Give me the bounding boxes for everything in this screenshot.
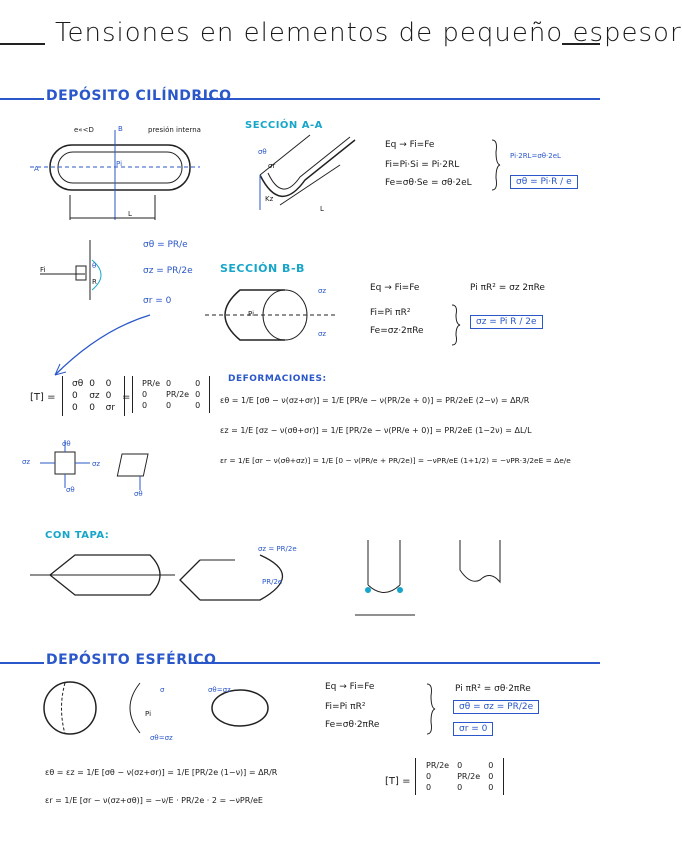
- bb-label-0: σz: [318, 287, 327, 295]
- matrix-equals: =: [122, 392, 131, 403]
- label-e-thin: e«<D: [74, 126, 94, 134]
- sm-20: 0: [426, 783, 432, 792]
- bb-eq-2: Fe=σz·2πRe: [370, 326, 424, 336]
- bb-eq-0: Eq → Fi=Fe: [370, 283, 420, 293]
- section-aa-title: SECCIÓN A-A: [245, 120, 323, 131]
- deformation-eq-2: εr = 1/E [σr − ν(σθ+σz)] = 1/E [0 − ν(PR/e + PR/2e)] = −νPR/eE (1+1/2) = −νPR·3/2eE = Δe/e: [220, 456, 571, 465]
- aa-eq-1: Fi=Pi·Si = Pi·2RL: [385, 160, 460, 170]
- sphere-label-1: Pi: [145, 710, 152, 718]
- m-a-02: 0: [105, 379, 112, 389]
- aa-side-note: Pi·2RL=σθ·2eL: [510, 152, 561, 160]
- sphere-label-0: σ: [160, 686, 165, 694]
- element-label-fi: Fi: [40, 266, 46, 274]
- m-b-00: PR/e: [142, 379, 160, 388]
- label-pressure: presión interna: [148, 126, 201, 134]
- element-label-r: R: [92, 278, 97, 286]
- cap-label-0: σz = PR/2e: [258, 545, 297, 553]
- bb-brace: [450, 305, 460, 345]
- sphere-label-2: σθ=σz: [150, 734, 173, 742]
- aa-label-5: L: [320, 205, 324, 213]
- sphere-eq-2: Fe=σθ·2πRe: [325, 720, 380, 730]
- m-a-10: 0: [72, 391, 78, 401]
- matrix-a: [62, 376, 125, 416]
- aa-brace: [490, 140, 500, 190]
- matrix-lhs: [T] =: [30, 392, 56, 403]
- m-b-01: 0: [166, 379, 172, 388]
- elem-label-4: σθ: [134, 490, 143, 498]
- aa-label-0: σθ: [258, 148, 267, 156]
- cap-diagrams: [30, 540, 590, 630]
- cylinder-diagram: [30, 120, 200, 230]
- bb-label-2: σz: [318, 330, 327, 338]
- label-b: B: [118, 125, 123, 133]
- sm-01: 0: [457, 761, 463, 770]
- sphere-result-2: σr = 0: [453, 722, 493, 736]
- sm-11: PR/2e: [457, 772, 481, 781]
- deformation-eq-0: εθ = 1/E [σθ − ν(σz+σr)] = 1/E [PR/e − ν(PR/2e + 0)] = PR/2eE (2−ν) = ΔR/R: [220, 396, 530, 405]
- cap-label-1: PR/2e: [262, 578, 283, 586]
- label-pi: Pi: [116, 160, 123, 168]
- m-a-11: σz: [89, 391, 100, 401]
- sm-22: 0: [488, 783, 494, 792]
- m-a-01: 0: [89, 379, 95, 389]
- section-header-sphere: DEPÓSITO ESFÉRICO: [46, 652, 217, 668]
- m-b-02: 0: [195, 379, 201, 388]
- element-stress-1: σz = PR/2e: [143, 266, 193, 276]
- section-header-cylinder: DEPÓSITO CILÍNDRICO: [46, 88, 232, 104]
- title-dashes: [0, 0, 600, 60]
- sphere-matrix: [415, 758, 504, 795]
- elem-label-2: σz: [92, 460, 101, 468]
- deformations-title: DEFORMACIONES:: [228, 374, 327, 384]
- matrix-b: [132, 376, 210, 413]
- sm-02: 0: [488, 761, 494, 770]
- sm-12: 0: [488, 772, 494, 781]
- label-a: A: [34, 165, 39, 173]
- m-b-11: PR/2e: [166, 390, 190, 399]
- m-b-22: 0: [195, 401, 201, 410]
- elem-label-1: σθ: [62, 440, 71, 448]
- element-stress-0: σθ = PR/e: [143, 240, 188, 250]
- m-a-00: σθ: [72, 379, 84, 389]
- section-aa-diagram: [250, 135, 370, 225]
- aa-label-1: σr: [268, 162, 276, 170]
- with-cap-title: CON TAPA:: [45, 530, 110, 541]
- m-b-12: 0: [195, 390, 201, 399]
- deformation-eq-1: εz = 1/E [σz − ν(σθ+σr)] = 1/E [PR/2e − ν(PR/e + 0)] = PR/2eE (1−2ν) = ΔL/L: [220, 426, 532, 435]
- element-cube-diagram: [30, 440, 180, 500]
- aa-label-4: Kz: [265, 195, 274, 203]
- sm-21: 0: [457, 783, 463, 792]
- sphere-strain-2: εr = 1/E [σr − ν(σz+σθ)] = −ν/E · PR/2e · 2 = −νPR/eE: [45, 796, 263, 805]
- bb-eq-1: Fi=Pi πR²: [370, 308, 411, 318]
- m-a-12: 0: [105, 391, 112, 401]
- element-stress-2: σr = 0: [143, 296, 172, 306]
- page-title: Tensiones en elementos de pequeño espesor: [55, 18, 682, 48]
- aa-eq-2: Fe=σθ·Se = σθ·2eL: [385, 178, 472, 188]
- m-b-21: 0: [166, 401, 172, 410]
- sphere-brace: [425, 684, 435, 734]
- m-a-22: σr: [105, 403, 116, 413]
- bb-side-note: Pi πR² = σz 2πRe: [470, 283, 545, 293]
- sphere-matrix-lhs: [T] =: [385, 776, 411, 787]
- elem-label-3: σθ: [66, 486, 75, 494]
- sphere-eq-1: Fi=Pi πR²: [325, 702, 366, 712]
- aa-eq-0: Eq → Fi=Fe: [385, 140, 435, 150]
- m-b-10: 0: [142, 390, 148, 399]
- sphere-strain-1: εθ = εz = 1/E [σθ − ν(σz+σr)] = 1/E [PR/2e (1−ν)] = ΔR/R: [45, 768, 278, 777]
- aa-result: σθ = Pi·R / e: [510, 175, 578, 189]
- bb-result: σz = Pi R / 2e: [470, 315, 543, 329]
- sphere-eq-0: Eq → Fi=Fe: [325, 682, 375, 692]
- bb-label-1: Pi: [248, 310, 255, 318]
- sm-10: 0: [426, 772, 432, 781]
- sphere-side-note: Pi πR² = σθ·2πRe: [455, 684, 531, 694]
- section-bb-diagram: [205, 285, 335, 355]
- element-stress-diagram: [40, 240, 120, 310]
- sphere-result-1: σθ = σz = PR/2e: [453, 700, 539, 714]
- m-a-20: 0: [72, 403, 78, 413]
- m-b-20: 0: [142, 401, 148, 410]
- element-label-theta: θ: [92, 262, 97, 270]
- sm-00: PR/2e: [426, 761, 450, 770]
- sphere-label-3: σθ=σz: [208, 686, 231, 694]
- elem-label-0: σz: [22, 458, 31, 466]
- m-a-21: 0: [89, 403, 95, 413]
- label-L: L: [128, 210, 132, 218]
- section-bb-title: SECCIÓN B-B: [220, 262, 305, 275]
